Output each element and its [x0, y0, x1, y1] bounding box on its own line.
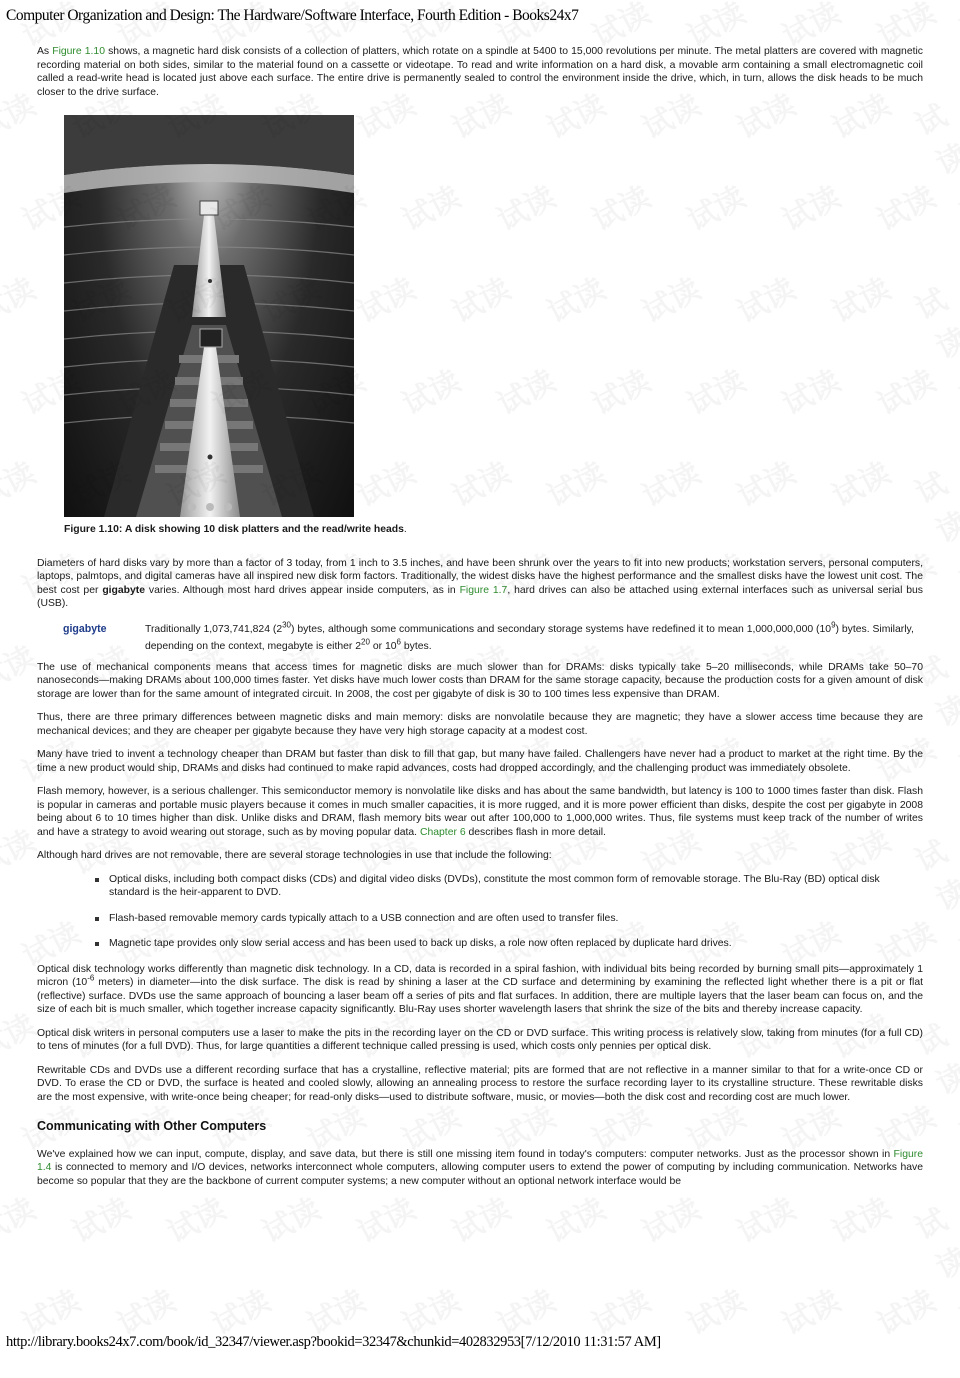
watermark-mark	[868, 1276, 942, 1343]
glossary-def-part: ) bytes. Similarly, depending on the context, megabyte is either 2	[145, 623, 914, 652]
glossary-def-part: or 10	[369, 640, 397, 652]
glossary-entry-gigabyte	[63, 621, 923, 655]
figure-caption	[64, 523, 923, 537]
micron-exponent: -6	[87, 973, 95, 983]
list-item: Magnetic tape provides only slow serial access and has been used to back up disks, a role now often replaced by duplicate hard drives.	[109, 937, 923, 951]
figure-caption-bold: Figure 1.10: A disk showing 10 disk platters and the read/write heads	[64, 524, 404, 535]
diameters-text-start: Diameters of hard disks vary by more than a factor of 3 today, from 1 inch to 3.5 inches, and have been shrunk over the years to fit into new products; workstation servers, personal computers, laptops, palmtops, and digital cameras have all inspired new disk form factors. Traditionally, the widest disks have the highest performance and the smallest disks have the lowest unit cost. The best cost per	[37, 557, 923, 596]
diameters-text-middle: varies. Although most hard drives appear inside computers, as in	[145, 584, 460, 596]
glossary-def-part: bytes.	[400, 640, 432, 652]
chapter-6-link[interactable]: Chapter 6	[419, 826, 466, 838]
optical-text-end: meters) in diameter—into the disk surface. The disk is read by shining a laser at the CD surface and determining by examining the reflected light whether there is a pit or flat (reflective) surface. DVDs use the same approach of bouncing a laser beam off a series of pits and flat surfaces. In addition, there are multiple layers that the laser beam can focus on, and the size of each bit is much smaller, which together increase capacity significantly. Blu-Ray uses shorter wavelength lasers that shrink the size of the bits and thereby increase capacity.	[37, 977, 923, 1015]
diameters-paragraph	[37, 557, 923, 611]
main-content	[37, 45, 923, 1198]
figure-1-7-link[interactable]: Figure 1.7	[459, 584, 508, 596]
watermark-mark	[0, 448, 42, 515]
glossary-exponent: 6	[396, 637, 401, 647]
watermark-mark	[951, 1286, 960, 1378]
list-item: Optical disks, including both compact disks (CDs) and digital video disks (DVDs), constitute the most common form of removable storage. The Blu-Ray (BD) optical disk standard is the heir-apparent to DVD.	[109, 873, 923, 900]
glossary-exponent: 20	[361, 637, 370, 647]
figure-1-10-link[interactable]: Figure 1.10	[52, 46, 105, 57]
watermark-mark	[951, 1102, 960, 1194]
writers-paragraph: Optical disk writers in personal computers use a laser to make the pits in the recording layer on the CD or DVD surface. This writing process is relatively slow, taking from minutes (for a full CD) to tens of minutes (for a full DVD). Thus, for large quantities a different technique called pressing is used, which costs only pennies per optical disk.	[37, 1027, 923, 1052]
flash-text-end: describes flash in more detail.	[465, 826, 606, 838]
watermark-mark	[0, 632, 42, 699]
flash-text-start: Flash memory, however, is a serious challenger. This semiconductor memory is nonvolatile like disks and has about the same bandwidth, but latency is 100 to 1000 times faster than disk. Flash is popular in cameras and portable music players because it comes in much smaller capacities, it is more rugged, and it is more power efficient than disks, despite the cost per gigabyte in 2008 being about 6 to 10 times higher than disk. Unlike disks and DRAM, flash memory bits wear out after 100,000 to 1,000,000 writes. Thus, file systems must keep track of the number of writes and have a strategy to avoid wearing out storage, such as by moving popular data.	[37, 786, 923, 838]
intro-text-end: shows, a magnetic hard disk consists of a collection of platters, which rotate on a spindle at 5400 to 15,000 revolutions per minute. The metal platters are covered with magnetic recording material on both sides, similar to the material found on a cassette or videotape. To read and write information on a hard disk, a movable arm containing a small electromagnetic coil called a read-write head is located just above each surface. The entire drive is permanently sealed to control the environment inside the drive, which, in turn, allows the disk heads to be much closer to the drive surface.	[37, 46, 924, 98]
watermark-mark	[678, 1276, 752, 1343]
intro-text-start: As	[37, 46, 53, 57]
rewritable-paragraph: Rewritable CDs and DVDs use a different recording surface that has a crystalline, reflective material; pits are formed that are not reflective in a manner similar to that for a write-once CD or DVD. To erase the CD or DVD, the surface is heated and cooled slowly, allowing an annealing process to restore the surface recording layer to its crystalline structure. These rewritable disks are the most expensive, with write-once being cheaper; for read-only disks—used to distribute software, music, or movies—both the disk cost and recording cost are much lower.	[37, 1064, 923, 1103]
optical-text-start: Optical disk technology works differently than magnetic disk technology. In a CD, data is recorded in a spiral fashion, with individual bits being recorded by burning small pits—approximately 1 micron (10	[37, 963, 923, 988]
diameters-text-end: , hard drives can also be attached using external interfaces such as universal serial bus (USB).	[37, 584, 923, 609]
watermark-mark	[0, 264, 42, 331]
watermark-mark	[0, 1000, 42, 1067]
figure-caption-end: .	[403, 524, 407, 535]
networks-text-end: is connected to memory and I/O devices, networks interconnect whole computers, allowing computer users to extend the power of computing by including communication. Networks have become so popular that they are the backbone of current computer systems; a new computer without an optional network interface would be	[37, 1162, 923, 1187]
watermark-mark	[0, 80, 42, 147]
watermark-mark	[773, 1276, 847, 1343]
watermark-mark	[951, 0, 960, 90]
page-footer-url: http://library.books24x7.com/book/id_32347/viewer.asp?bookid=32347&chunkid=402832953[7/12/2010 11:31:57 AM]	[6, 1334, 661, 1350]
mechanical-paragraph: The use of mechanical components means that access times for magnetic disks are much slower than for DRAMs: disks typically take 5–20 milliseconds, while DRAMs take 50–70 nanoseconds—making DRAMs about 100,000 times faster. Yet disks have much lower costs than DRAM for the same storage capacity, because the production costs for a given amount of disk storage are lower than for the same amount of integrated circuit. In 2008, the cost per gigabyte of disk is 30 to 100 times less expensive than DRAM.	[37, 661, 923, 700]
figure-1-4-link[interactable]: Figure 1.4	[37, 1148, 923, 1173]
optical-paragraph	[37, 963, 923, 1017]
differences-paragraph: Thus, there are three primary differences between magnetic disks and main memory: disks are nonvolatile because they are magnetic; they have a slower access time because they are mechanical devices; and they are cheaper per gigabyte because they have very high storage capacity at a modest cost.	[37, 712, 923, 737]
section-heading: Communicating with Other Computers	[37, 1119, 267, 1133]
watermark-mark	[0, 816, 42, 883]
glossary-definition	[145, 621, 923, 655]
intro-paragraph	[37, 45, 923, 99]
list-item: Flash-based removable memory cards typically attach to a USB connection and are often used to transfer files.	[109, 912, 923, 926]
glossary-def-part: Traditionally 1,073,741,824 (2	[145, 623, 283, 635]
storage-technologies-list	[37, 873, 923, 951]
watermark-mark	[0, 1184, 42, 1251]
gigabyte-bold-term: gigabyte	[102, 584, 146, 596]
watermark-mark	[906, 1193, 960, 1287]
watermark-mark	[951, 550, 960, 642]
glossary-def-part: ) bytes, although some communications and secondary storage systems have redefined it to mean 1,000,000,000 (10	[291, 623, 832, 635]
watermark-mark	[951, 918, 960, 1010]
glossary-exponent: 30	[282, 620, 291, 630]
networks-paragraph	[37, 1148, 923, 1189]
watermark-mark	[951, 366, 960, 458]
watermark-mark	[951, 182, 960, 274]
flash-paragraph	[37, 785, 923, 839]
figure-1-10	[64, 115, 923, 537]
networks-text-start: We've explained how we can input, compute, display, and save data, but there is still one missing item found in today's computers: computer networks. Just as the processor shown in	[37, 1148, 894, 1160]
page-header-title: Computer Organization and Design: The Hardware/Software Interface, Fourth Edition - Books24x7	[6, 7, 579, 24]
removable-intro-paragraph: Although hard drives are not removable, there are several storage technologies in use that include the following:	[37, 850, 552, 861]
glossary-term: gigabyte	[63, 622, 107, 635]
disk-platters-photo	[64, 115, 354, 517]
many-tried-paragraph: Many have tried to invent a technology cheaper than DRAM but faster than disk to fill that gap, but many have failed. Challengers have never had a product to market at the right time. By the time a new product would ship, DRAMs and disks had continued to make rapid advances, costs had dropped accordingly, and the challenging product was immediately obsolete.	[37, 749, 923, 774]
disk-photo-drawing	[64, 115, 354, 517]
glossary-exponent: 9	[831, 620, 836, 630]
watermark-mark	[951, 734, 960, 826]
